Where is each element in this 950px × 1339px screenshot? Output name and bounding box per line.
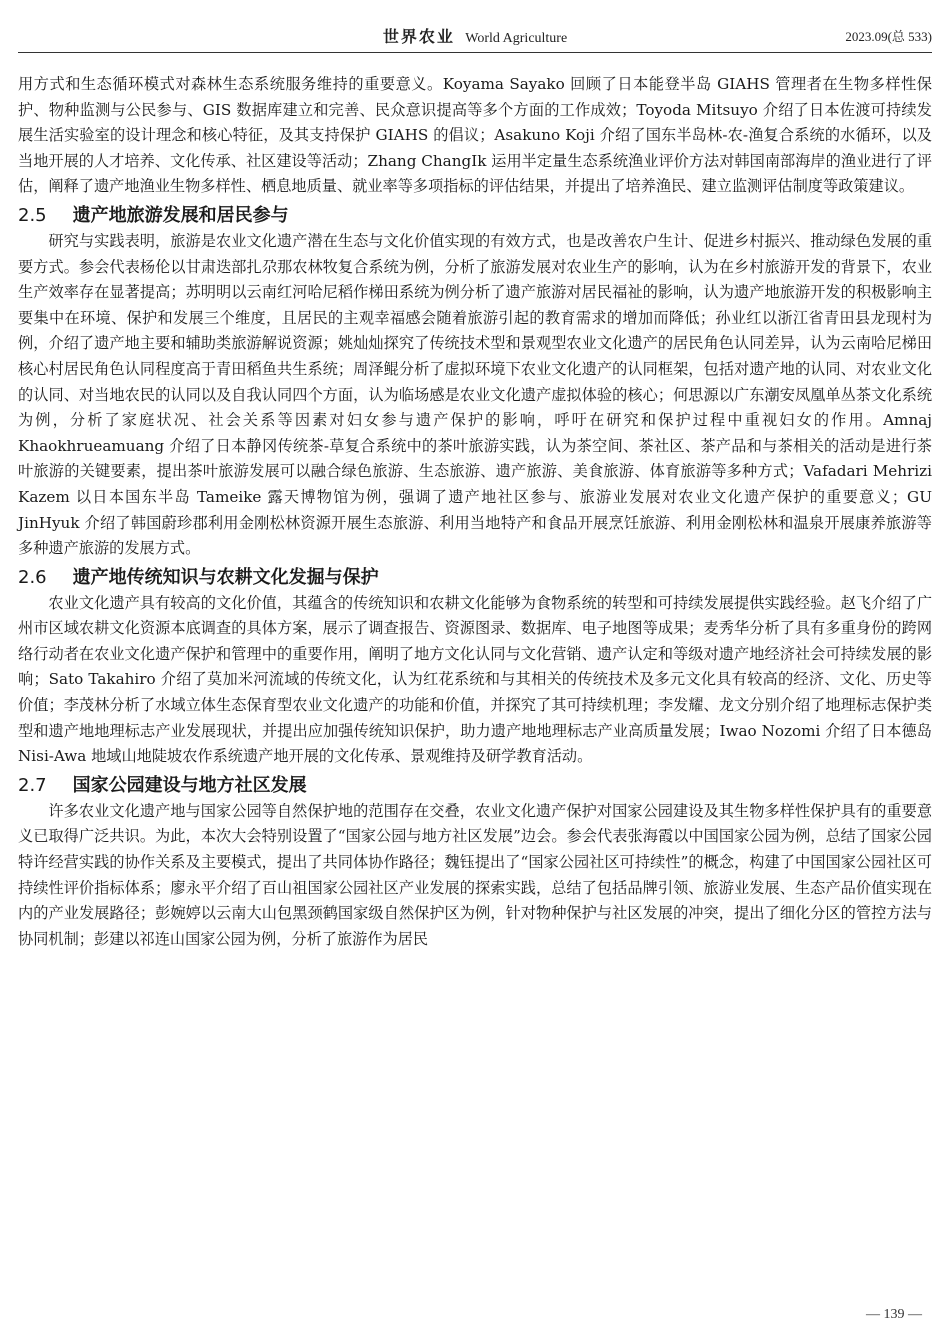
section-number: 2.6 <box>18 566 47 588</box>
section-paragraph-2-6: 农业文化遗产具有较高的文化价值，其蕴含的传统知识和农耕文化能够为食物系统的转型和可持续发展提供实践经验。赵飞介绍了广州市区域农耕文化资源本底调查的具体方案，展示了调查报告、资源图录、数据库、电子地图等成果；麦秀华分析了具有多重身份的跨网络行动者在农业文化遗产保护和管理中的重要作用，阐明了地方文化认同与文化营销、遗产认定和等级对遗产地经济社会可持续发展的影响；Sato Takahiro 介绍了莫加米河流域的传统文化，认为红花系统和与其相关的传统技术及多元文化具有较高的经济、文化、历史等价值；李茂林分析了水域立体生态保育型农业文化遗产的功能和价值，并探究了其可持续机理；李发耀、龙文分别介绍了地理标志保护类型和遗产地地理标志产业发展现状，并提出应加强传统知识保护，助力遗产地地理标志产业高质量发展；Iwao Nozomi 介绍了日本德岛 Nisi-Awa 地域山地陡坡农作系统遗产地开展的文化传承、景观维持及研学教育活动。 <box>18 593 932 766</box>
header-rule <box>18 52 932 53</box>
page-number: — 139 — <box>866 1307 922 1322</box>
section-heading-2-6 <box>18 564 932 591</box>
section-number: 2.7 <box>18 774 47 796</box>
page-header <box>18 22 932 50</box>
section-heading-2-7 <box>18 772 932 799</box>
issue-label: 2023.09(总 533) <box>845 29 932 44</box>
journal-name-cn: 世界农业 <box>382 27 455 46</box>
section-number: 2.5 <box>18 204 47 226</box>
section-title: 遗产地传统知识与农耕文化发掘与保护 <box>72 566 379 588</box>
section-title: 国家公园建设与地方社区发展 <box>72 774 307 796</box>
journal-name <box>18 24 932 47</box>
section-paragraph-2-5: 研究与实践表明，旅游是农业文化遗产潜在生态与文化价值实现的有效方式，也是改善农户生计、促进乡村振兴、推动绿色发展的重要方式。参会代表杨伦以甘肃迭部扎尕那农林牧复合系统为例，分析了旅游发展对农业生产的影响，认为在乡村旅游开发的背景下，农业生产效率存在显著提高；苏明明以云南红河哈尼稻作梯田系统为例分析了遗产旅游对居民福祉的影响，认为遗产地旅游开发的积极影响主要集中在环境、保护和发展三个维度，且居民的主观幸福感会随着旅游引起的教育需求的增加而降低；孙业红以浙江省青田县龙现村为例，介绍了遗产地主要和辅助类旅游解说资源；姚灿灿探究了传统技术型和景观型农业文化遗产的居民角色认同差异，认为云南哈尼梯田核心村居民角色认同程度高于青田稻鱼共生系统；周泽鲲分析了虚拟环境下农业文化遗产的认同框架，包括对遗产地的认同、对农业文化的认同、对当地农民的认同以及自我认同四个方面，认为临场感是农业文化遗产虚拟体验的核心；何思源以广东潮安凤凰单丛茶文化系统为例，分析了家庭状况、社会关系等因素对妇女参与遗产保护的影响，呼吁在研究和保护过程中重视妇女的作用。Amnaj Khaokhrueamuang 介绍了日本静冈传统茶-草复合系统中的茶叶旅游实践，认为茶空间、茶社区、茶产品和与茶相关的活动是进行茶叶旅游的关键要素，提出茶叶旅游发展可以融合绿色旅游、生态旅游、遗产旅游、美食旅游、体育旅游等多种方式；Vafadari Mehrizi Kazem 以日本国东半岛 Tameike 露天博物馆为例，强调了遗产地社区参与、旅游业发展对农业文化遗产保护的重要意义；GU JinHyuk 介绍了韩国蔚珍郡利用金刚松林资源开展生态旅游、利用当地特产和食品开展烹饪旅游、利用金刚松林和温泉开展康养旅游等多种遗产旅游的发展方式。 <box>18 231 932 558</box>
section-title: 遗产地旅游发展和居民参与 <box>72 204 289 226</box>
section-paragraph-2-7: 许多农业文化遗产地与国家公园等自然保护地的范围存在交叠，农业文化遗产保护对国家公园建设及其生物多样性保护具有的重要意义已取得广泛共识。为此，本次大会特别设置了“国家公园与地方社区发展”边会。参会代表张海霞以中国国家公园为例，总结了国家公园特许经营实践的协作关系及主要模式，提出了共同体协作路径；魏钰提出了“国家公园社区可持续性”的概念，构建了中国国家公园社区可持续性评价指标体系；廖永平介绍了百山祖国家公园社区产业发展的探索实践，总结了包括品牌引领、旅游业发展、生态产品价值实现在内的产业发展路径；彭婉婷以云南大山包黑颈鹤国家级自然保护区为例，针对物种保护与社区发展的冲突，提出了细化分区的管控方法与协同机制；彭建以祁连山国家公园为例，分析了旅游作为居民 <box>18 801 932 948</box>
journal-name-en: World Agriculture <box>465 31 568 46</box>
intro-paragraph: 用方式和生态循环模式对森林生态系统服务维持的重要意义。Koyama Sayako 回顾了日本能登半岛 GIAHS 管理者在生物多样性保护、物种监测与公民参与、GIS 数据库建立和完善、民众意识提高等多个方面的工作成效；Toyoda Mitsuyo 介绍了日本佐渡可持续发展生活实验室的设计理念和核心特征，及其支持保护 GIAHS 的倡议；Asakuno Koji 介绍了国东半岛林-农-渔复合系统的水循环，以及当地开展的人才培养、文化传承、社区建设等活动；Zhang ChangIk 运用半定量生态系统渔业评价方法对韩国南部海岸的渔业进行了评估，阐释了遗产地渔业生物多样性、栖息地质量、就业率等多项指标的评估结果，并提出了培养渔民、建立监测评估制度等政策建议。 <box>18 75 932 196</box>
section-heading-2-5 <box>18 202 932 229</box>
article-body <box>18 72 932 952</box>
